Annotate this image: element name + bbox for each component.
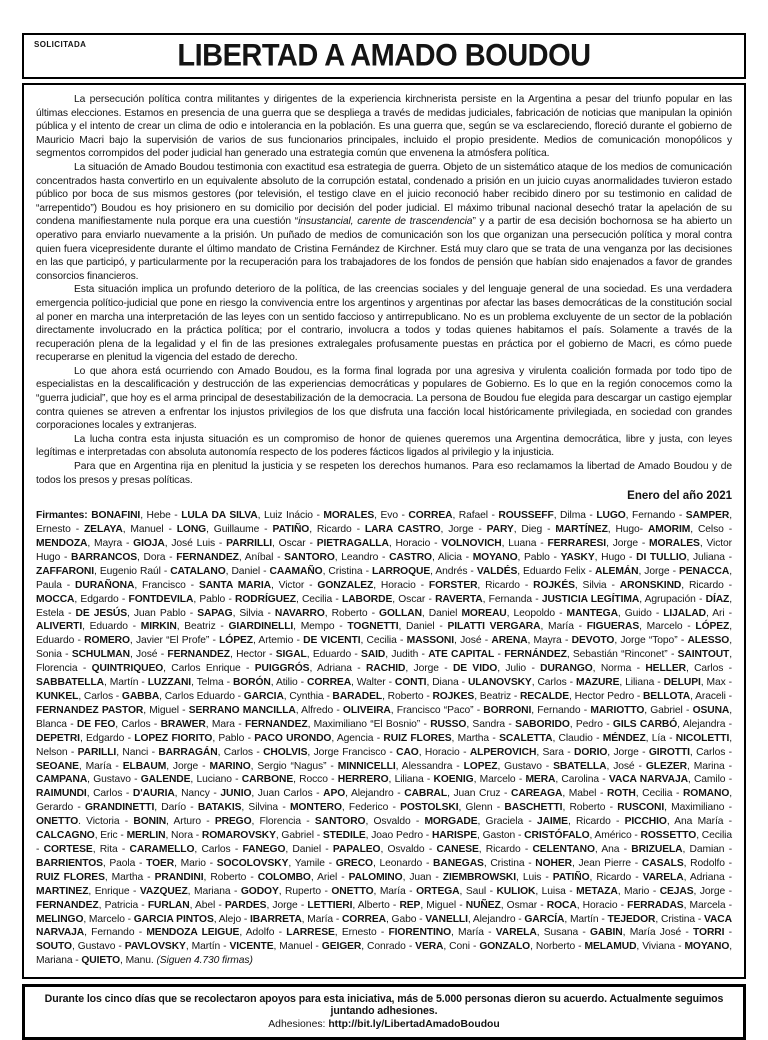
signer-surname: TOGNETTI	[347, 621, 399, 633]
signer-surname: SANTORO	[314, 816, 366, 828]
signer-surname: D'AURIA	[132, 788, 175, 800]
signer-surname: BONIN	[133, 816, 167, 828]
signer-surname: ARENA	[491, 635, 528, 647]
signer-surname: SAMPER	[685, 510, 730, 522]
paragraph-3: Esta situación implica un profundo deterioro de la política, de las creencias sociales y del lenguaje general de una sociedad. Es una verdadera emergencia político-judicial que pone en riesgo la convivencia entre los argentinos y argentinas por afectar las bases democráticas de la constitución social al poner en marcha una interpretación de las leyes con un sentido faccioso y antirrepublicano. No es un problema excluyente de un sector de la población directamente involucrado en la práctica política; por el contrario, involucra a todos y todas quienes habitamos el país. Solamente a través de la recuperación plena de la legalidad y el fin de las presiones extralegales profusamente puestas en práctica por el gobierno de Macri, es cómo puede recuperarse en plenitud la vigencia del estado de derecho.	[36, 284, 732, 364]
signer-surname: PIETRAGALLA	[316, 538, 389, 550]
signer-surname: CEJAS	[659, 885, 694, 897]
signer-surname: MASSONI	[406, 635, 455, 647]
signer-surname: BORÓN	[232, 677, 271, 689]
signer-surname: QUINTRIQUEO	[91, 663, 164, 675]
signer-surname: ORTEGA	[416, 885, 460, 897]
signer-surname: ROCA	[546, 899, 577, 911]
signer-surname: YASKY	[560, 551, 595, 563]
signer-surname: LIJALAD	[663, 607, 707, 619]
signer-surname: MÉNDEZ	[602, 732, 646, 744]
signer-surname: LOPEZ FIORITO	[134, 732, 213, 744]
signer-surname: OLIVEIRA	[342, 704, 391, 716]
signer-surname: FIORENTINO	[388, 927, 451, 939]
signer-surname: RUIZ FLORES	[36, 871, 105, 883]
signer-surname: BELLOTA	[642, 691, 691, 702]
adhesions-url: http://bit.ly/LibertadAmadoBoudou	[328, 1019, 500, 1031]
signer-surname: MENDOZA LEIGUE	[146, 927, 240, 939]
signer-surname: DURANGO	[540, 663, 593, 675]
signer-surname: RUSCONI	[617, 802, 665, 814]
signer-surname: LARRESE	[286, 927, 335, 939]
signer-surname: MELAMUD	[584, 941, 637, 953]
paragraph-2	[36, 161, 732, 283]
signer-surname: RAVERTA	[435, 593, 483, 605]
signer-surname: BORRONI	[483, 704, 532, 716]
signer-surname: PAPALEO	[332, 843, 381, 855]
body-text	[36, 93, 732, 487]
signer-surname: CAO	[396, 746, 419, 758]
signer-surname: ZIEMBROWSKI	[442, 871, 517, 883]
signer-surname: APO	[323, 788, 346, 800]
signer-surname: SEOANE	[36, 760, 79, 772]
signer-surname: MOCCA	[36, 593, 75, 605]
signer-surname: CHOLVIS	[263, 746, 308, 758]
signer-surname: FANEGO	[242, 843, 286, 855]
signer-surname: ALPEROVICH	[469, 746, 537, 758]
signer-surname: ATE CAPITAL	[428, 649, 495, 661]
signer-surname: RODRÍGUEZ	[235, 593, 296, 605]
signer-surname: GOLLAN	[379, 607, 422, 619]
signer-surname: PICCHIO	[624, 816, 667, 828]
signer-surname: CARAMELLO	[129, 843, 195, 855]
signer-surname: VAZQUEZ	[139, 885, 188, 897]
signer-surname: DE FEO	[76, 718, 116, 730]
signer-surname: SOCOLOVSKY	[216, 857, 289, 869]
signer-surname: GABBA	[121, 691, 160, 702]
signer-surname: HERRERO	[337, 774, 389, 786]
signer-surname: FIGUERAS	[586, 621, 640, 633]
solicitada-label: SOLICITADA	[34, 40, 87, 49]
body-text-panel	[22, 83, 746, 979]
header	[22, 33, 746, 79]
signer-surname: CATALANO	[170, 565, 226, 577]
signer-surname: PARRILLI	[226, 538, 273, 550]
signer-surname: GLEZER	[645, 760, 688, 772]
signer-surname: GARCÍA	[524, 913, 565, 925]
signer-surname: SIGAL	[275, 649, 307, 661]
signer-surname: VACA NARVAJA	[36, 913, 732, 939]
signer-surname: PRANDINI	[154, 871, 204, 883]
signer-surname: LUZZANI	[147, 677, 192, 689]
signer-surname: MOREAU	[461, 607, 507, 619]
signer-surname: GILS CARBÓ	[612, 718, 678, 730]
signer-surname: VERA	[415, 941, 444, 953]
signer-surname: VANELLI	[425, 913, 468, 925]
signer-surname: LUGO	[596, 510, 626, 522]
signer-surname: SBATELLA	[553, 760, 607, 772]
signer-surname: POSTOLSKI	[400, 802, 459, 814]
signer-surname: CORREA	[408, 510, 453, 522]
signer-surname: FORSTER	[428, 579, 478, 591]
signer-surname: GEIGER	[321, 941, 362, 953]
signer-surname: BRIZUELA	[631, 843, 683, 855]
signer-surname: LONG	[176, 524, 207, 536]
signer-surname: DI TULLIO	[636, 551, 687, 563]
signer-surname: CANESE	[436, 843, 479, 855]
signer-surname: PARILLI	[77, 746, 117, 758]
paragraph-1: La persecución política contra militantes y dirigentes de la experiencia kirchnerista persiste en la Argentina a pesar del triunfo popular en las últimas elecciones. Estamos en presencia de una guerra que se despliega a través de medidas judiciales, fabricación de noticias que manipulan la opinión pública y el intento de crear un clima de odio e intolerancia en la población. Es una guerra que, según se va esclareciendo, floreció durante el gobierno de Mauricio Macri bajo la supervisión de varios de sus funcionarios principales, incluido el propio presidente. Medios de comunicación monopólicos y segmentos corrompidos del poder judicial han generado una estrategia común que envenena la atmósfera política.	[36, 94, 732, 160]
signer-surname: MONTERO	[289, 802, 342, 814]
signer-surname: GRANDINETTI	[84, 802, 155, 814]
signer-surname: NOHER	[535, 857, 572, 869]
signer-surname: MANTEGA	[566, 607, 618, 619]
signer-surname: SCHULMAN	[71, 649, 130, 661]
signer-surname: MARIOTTO	[590, 704, 645, 716]
signer-surname: BANEGAS	[433, 857, 484, 869]
signer-surname: DE JESÚS	[75, 607, 127, 619]
signer-surname: ROJKES	[432, 691, 475, 702]
signer-surname: FERNANDEZ	[167, 649, 230, 661]
signer-surname: FERNÁNDEZ	[504, 649, 567, 661]
signer-surname: DEPETRI	[36, 732, 80, 744]
signer-surname: ROJKÉS	[533, 579, 575, 591]
paragraph-4: Lo que ahora está ocurriendo con Amado Boudou, es la forma final lograda por una agresiva y virulenta coalición formada por todo tipo de especialistas en la descalificación y destrucción de las experiencias democráticas y populares de Gobierno. Es lo que en la región conocemos como la “guerra judicial”, que hoy es el arma principal de desestabilización de la democracia. La persona de Boudou fue elegida para descargar un castigo ejemplar contra quienes se atreven a enfrentar los injustos privilegios de los que disfruta una facción local históricamente privilegiada, en sociedad con grandes corporaciones locales y extranjeras.	[36, 365, 732, 432]
signer-surname: MARTÍNEZ	[555, 524, 608, 536]
signer-surname: MERLIN	[126, 830, 166, 842]
paragraph-2-pre: La situación de Amado Boudou testimonia con exactitud esa estrategia de guerra. Objeto de un sistemático ataque de los medios de comunicación concentrados hasta convertirlo en un equivalente absoluto de la corrupción estatal, condenado a prisión en un juicio cuyas anormalidades tuvieron estado público por boca de sus mismos gestores (por televisión, el testigo clave en el juicio reconoció haber recibido dinero por su testimonio en calidad de “arrepentido”) Boudou es hoy prisionero en su domicilio por decisión del poder judicial. El máximo tribunal nacional desechó tratar la apelación de su condena manifiestamente nula porque era una cuestión “	[36, 161, 732, 228]
signer-surname: CAREAGA	[511, 788, 563, 800]
signer-surname: GIOJA	[133, 538, 165, 550]
signer-surname: MENDOZA	[36, 538, 88, 550]
signer-surname: LULA DA SILVA	[181, 510, 258, 522]
signer-surname: DEVOTO	[571, 635, 615, 647]
signer-surname: QUIETO	[81, 955, 121, 967]
signer-surname: PREGO	[214, 816, 252, 828]
signer-surname: NICOLETTI	[675, 732, 730, 744]
signer-surname: ZELAYA	[83, 524, 123, 536]
signer-surname: MORGADE	[424, 816, 478, 828]
signer-surname: CORTESE	[43, 843, 93, 855]
signer-surname: TOER	[146, 857, 175, 869]
signer-surname: SERRANO MANCILLA	[188, 704, 296, 716]
signer-surname: TORRI	[693, 927, 725, 939]
signer-surname: SAID	[361, 649, 386, 661]
signer-surname: RACHID	[365, 663, 406, 675]
signer-surname: LARA CASTRO	[364, 524, 441, 536]
signer-surname: DÍAZ	[705, 593, 730, 605]
signer-surname: LABORDE	[342, 593, 393, 605]
signer-surname: ALESSO	[687, 635, 730, 647]
signer-surname: FONTDEVILA	[128, 593, 194, 605]
signer-surname: RUSSO	[430, 718, 467, 730]
signer-surname: SAPAG	[197, 607, 233, 619]
signer-surname: BARRANCOS	[71, 551, 138, 563]
signer-surname: GARCIA PINTOS	[133, 913, 214, 925]
signer-surname: KUNKEL	[36, 691, 79, 702]
signer-surname: PILATTI VERGARA	[447, 621, 541, 633]
signer-surname: CALCAGNO	[36, 830, 95, 842]
signer-surname: BRAWER	[160, 718, 206, 730]
signer-surname: STEDILE	[322, 830, 366, 842]
signer-surname: CASALS	[641, 857, 684, 869]
signer-surname: ROMANO	[682, 788, 730, 800]
signer-surname: ROMERO	[84, 635, 130, 647]
signer-surname: JUNIO	[220, 788, 252, 800]
signer-surname: JAIME	[536, 816, 568, 828]
signer-surname: VALDÉS	[476, 565, 518, 577]
signer-surname: ZAFFARONI	[36, 565, 95, 577]
signer-surname: DELUPI	[663, 677, 701, 689]
signer-surname: CASTRO	[389, 551, 432, 563]
signer-surname: SCALETTA	[499, 732, 553, 744]
signer-surname: ALIVERTI	[36, 621, 83, 633]
signer-surname: NUÑEZ	[465, 899, 501, 911]
signer-surname: ROTH	[606, 788, 636, 800]
signer-surname: SABBATELLA	[36, 677, 105, 689]
signer-surname: FURLAN	[147, 899, 190, 911]
signer-surname: AMORIM	[647, 524, 691, 536]
signer-surname: BASCHETTI	[504, 802, 563, 814]
signer-surname: PARY	[486, 524, 514, 536]
signer-surname: GONZALEZ	[317, 579, 374, 591]
signer-surname: IBARRETA	[250, 913, 302, 925]
signer-surname: ONETTO	[36, 816, 79, 828]
adhesions-label: Adhesiones:	[268, 1019, 329, 1031]
signer-surname: RECALDE	[519, 691, 570, 702]
signer-surname: OSUNA	[692, 704, 730, 716]
signer-surname: HELLER	[645, 663, 686, 675]
signer-surname: BARRAGÁN	[158, 746, 218, 758]
signer-surname: VACA NARVAJA	[608, 774, 688, 786]
signer-surname: MARINO	[209, 760, 251, 772]
signer-surname: ELBAUM	[122, 760, 167, 772]
signer-surname: COLOMBO	[257, 871, 311, 883]
footer	[22, 984, 746, 1040]
date-line: Enero del año 2021	[627, 490, 732, 503]
signer-surname: ROSSETTO	[640, 830, 697, 842]
signer-surname: SAINTOUT	[677, 649, 730, 661]
signer-surname: MAZURE	[575, 677, 620, 689]
footer-adhesions-line	[35, 1019, 733, 1030]
signer-surname: BONAFINI	[91, 510, 141, 522]
signer-surname: DURAÑONA	[75, 579, 135, 591]
signer-surname: DORIO	[574, 746, 608, 758]
signer-surname: FERRARESI	[547, 538, 607, 550]
signer-surname: HARISPE	[431, 830, 478, 842]
signer-surname: GIARDINELLI	[228, 621, 294, 633]
signer-surname: MOYANO	[684, 941, 730, 953]
signer-surname: MARTINEZ	[36, 885, 89, 897]
signatories-count-note: (Siguen 4.730 firmas)	[156, 955, 253, 967]
signer-surname: GABIN	[589, 927, 623, 939]
signer-surname: RUIZ FLORES	[383, 732, 452, 744]
signer-surname: FERNANDEZ	[244, 718, 308, 730]
signer-surname: PARDES	[224, 899, 267, 911]
signer-surname: GRECO	[335, 857, 373, 869]
paragraph-2-post: ” y a partir de esa decisión bochornosa se ha abierto un operativo para enviarlo nuevamente a la prisión. Un puñado de medios de comunicación son los que organizan una persecución política y moral contra quien fuera vicepresidente durante el último mandato de Cristina Fernández de Kirchner. Está muy claro que se trata de una venganza por las decisiones en las que participó, y particularmente por la recuperación para los trabajadores de los fondos de pensión que habían sido enajenados a favor de grandes consorcios financieros.	[36, 216, 732, 282]
signer-surname: MERA	[525, 774, 556, 786]
signer-surname: VARELA	[495, 927, 537, 939]
signer-surname: LÓPEZ	[695, 621, 730, 633]
signer-surname: BATAKIS	[197, 802, 242, 814]
paragraph-6: Para que en Argentina rija en plenitud la justicia y se respeten los derechos humanos. Para eso reclamamos la libertad de Amado Boudou y de todos los presos y presas políticas.	[36, 461, 732, 486]
signer-surname: DE VIDO	[452, 663, 498, 675]
signer-surname: GARCIA	[243, 691, 284, 702]
signer-surname: FERNANDEZ	[176, 551, 239, 563]
signer-surname: SANTORO	[284, 551, 335, 563]
signer-surname: GALENDE	[140, 774, 191, 786]
signer-surname: CORREA	[341, 913, 386, 925]
signer-surname: RAIMUNDI	[36, 788, 87, 800]
signer-surname: ROUSSEFF	[498, 510, 554, 522]
signer-surname: PATIÑO	[552, 871, 590, 883]
signer-surname: MOYANO	[472, 551, 518, 563]
signer-surname: CAMPANA	[36, 774, 88, 786]
signer-surname: GONZALO	[479, 941, 531, 953]
signer-surname: MINNICELLI	[337, 760, 396, 772]
signer-surname: CAAMAÑO	[269, 565, 323, 577]
signer-surname: CELENTANO	[532, 843, 595, 855]
signer-surname: FERNANDEZ PASTOR	[36, 704, 144, 716]
signer-surname: MORALES	[649, 538, 700, 550]
signer-surname: NAVARRO	[274, 607, 325, 619]
signer-surname: KOENIG	[433, 774, 474, 786]
signer-surname: LÓPEZ	[219, 635, 253, 647]
paragraph-2-italic: insustancial, carente de trascendencia	[298, 216, 473, 228]
page-title: LIBERTAD A AMADO BOUDOU	[177, 38, 591, 73]
signer-surname: ARONSKIND	[619, 579, 682, 591]
signer-surname: BARRIENTOS	[36, 857, 103, 869]
footer-note: Durante los cinco días que se recolectaron apoyos para esta iniciativa, más de 5.000 personas dieron su acuerdo. Actualmente seguimos juntando adhesiones.	[44, 993, 724, 1018]
signer-surname: MORALES	[323, 510, 375, 522]
signer-surname: CRISTÓFALO	[524, 830, 590, 842]
signer-surname: BARADEL	[332, 691, 383, 702]
signer-surname: LOPEZ	[463, 760, 498, 772]
signer-surname: SOUTO	[36, 941, 72, 953]
signer-surname: FERRADAS	[627, 899, 684, 911]
signer-surname: TEJEDOR	[607, 913, 656, 925]
signer-surname: FERNANDEZ	[36, 899, 99, 911]
signer-surname: KULIOK	[496, 885, 536, 897]
signer-surname: CABRAL	[404, 788, 448, 800]
signer-surname: JUSTICIA LEGÍTIMA	[541, 593, 640, 605]
paragraph-5: La lucha contra esta injusta situación es un compromiso de honor de quienes queremos una Argentina democrática, libre y justa, con leyes legítimas e interpretadas con absoluta autonomía respecto de los poderes fácticos ligados al privilegio y la injusticia.	[36, 433, 732, 459]
signer-surname: GODOY	[240, 885, 279, 897]
signer-surname: ROMAROVSKY	[201, 830, 276, 842]
signer-surname: ALEMÁN	[595, 565, 639, 577]
signer-surname: PAVLOVSKY	[124, 941, 186, 953]
signer-surname: LARROQUE	[371, 565, 431, 577]
signer-surname: PATIÑO	[272, 524, 310, 536]
signer-surname: ULANOVSKY	[467, 677, 532, 689]
signer-surname: MELINGO	[36, 913, 84, 925]
signer-surname: REP	[399, 899, 421, 911]
signer-surname: PUIGGRÓS	[254, 663, 310, 675]
signer-surname: SANTA MARIA	[198, 579, 271, 591]
signer-surname: CORREA	[307, 677, 352, 689]
signer-surname: VICENTE	[229, 941, 274, 953]
signer-surname: PENACCA	[679, 565, 730, 577]
signatories-list: BONAFINI, Hebe - LULA DA SILVA, Luiz Inácio - MORALES, Evo - CORREA, Rafael - ROUSSEFF, Dilma - LUGO, Fernando - SAMPER, Ernesto - ZELAYA, Manuel - LONG, Guillaume - PATIÑO, Ricardo - LARA CASTRO, Jorge - PARY, Dieg - MARTÍNEZ, Hugo- AMORIM, Celso - MENDOZA, Mayra - GIOJA, José Luis - PARRILLI, Oscar - PIETRAGALLA, Horacio - VOLNOVICH, Luana - FERRARESI, Jorge - MORALES, Victor Hugo - BARRANCOS, Dora - FERNANDEZ, Aníbal - SANTORO, Leandro - CASTRO, Alicia - MOYANO, Pablo - YASKY, Hugo - DI TULLIO, Juliana - ZAFFARONI, Eugenio Raúl - CATALANO, Daniel - CAAMAÑO, Cristina - LARROQUE, Andrés - VALDÉS, Eduardo Felix - ALEMÁN, Jorge - PENACCA, Paula - DURAÑONA, Francisco - SANTA MARIA, Victor - GONZALEZ, Horacio - FORSTER, Ricardo - ROJKÉS, Silvia - ARONSKIND, Ricardo - MOCCA, Edgardo - FONTDEVILA, Pablo - RODRÍGUEZ, Cecilia - LABORDE, Oscar - RAVERTA, Fernanda - JUSTICIA LEGÍTIMA, Agrupación - DÍAZ, Estela - DE JESÚS, Juan Pablo - SAPAG, Silvia - NAVARRO, Roberto - GOLLAN, Daniel MOREAU, Leopoldo - MANTEGA, Guido - LIJALAD, Ari - ALIVERTI, Eduardo - MIRKIN, Beatriz - GIARDINELLI, Mempo - TOGNETTI, Daniel - PILATTI VERGARA, María - FIGUERAS, Marcelo - LÓPEZ, Eduardo - ROMERO, Javier “El Profe” - LÓPEZ, Artemio - DE VICENTI, Cecilia - MASSONI, José - ARENA, Mayra - DEVOTO, Jorge “Topo” - ALESSO, Sonia - SCHULMAN, José - FERNANDEZ, Hector - SIGAL, Eduardo - SAID, Judith - ATE CAPITAL - FERNÁNDEZ, Sebastián “Rinconet” - SAINTOUT, Florencia - QUINTRIQUEO, Carlos Enrique - PUIGGRÓS, Adriana - RACHID, Jorge - DE VIDO, Julio - DURANGO, Norma - HELLER, Carlos - SABBATELLA, Martín - LUZZANI, Telma - BORÓN, Atilio - CORREA, Walter - CONTI, Diana - ULANOVSKY, Carlos - MAZURE, Liliana - DELUPI, Max - KUNKEL, Carlos - GABBA, Carlos Eduardo - GARCIA, Cynthia - BARADEL, Roberto - ROJKES, Beatriz - RECALDE, Hector Pedro - BELLOTA, Araceli - FERNANDEZ PASTOR, Miguel - SERRANO MANCILLA, Alfredo - OLIVEIRA, Francisco “Paco” - BORRONI, Fernando - MARIOTTO, Gabriel - OSUNA, Blanca - DE FEO, Carlos - BRAWER, Mara - FERNANDEZ, Maximiliano “El Bosnio” - RUSSO, Sandra - SABORIDO, Pedro - GILS CARBÓ, Alejandra - DEPETRI, Edgardo - LOPEZ FIORITO, Pablo - PACO URONDO, Agencia - RUIZ FLORES, Martha - SCALETTA, Claudio - MÉNDEZ, Lía - NICOLETTI, Nelson - PARILLI, Nanci - BARRAGÁN, Carlos - CHOLVIS, Jorge Francisco - CAO, Horacio - ALPEROVICH, Sara - DORIO, Jorge - GIROTTI, Carlos - SEOANE, María - ELBAUM, Jorge - MARINO, Sergio “Nagus” - MINNICELLI, Alessandra - LOPEZ, Gustavo - SBATELLA, José - GLEZER, Marina - CAMPANA, Gustavo - GALENDE, Luciano - CARBONE, Rocco - HERRERO, Liliana - KOENIG, Marcelo - MERA, Carolina - VACA NARVAJA, Camilo - RAIMUNDI, Carlos - D'AURIA, Nancy - JUNIO, Juan Carlos - APO, Alejandro - CABRAL, Juan Cruz - CAREAGA, Mabel - ROTH, Cecilia - ROMANO, Gerardo - GRANDINETTI, Darío - BATAKIS, Silvina - MONTERO, Federico - POSTOLSKI, Glenn - BASCHETTI, Roberto - RUSCONI, Maximiliano - ONETTO. Victoria - BONIN, Arturo - PREGO, Florencia - SANTORO, Osvaldo - MORGADE, Graciela - JAIME, Ricardo - PICCHIO, Ana María - CALCAGNO, Eric - MERLIN, Nora - ROMAROVSKY, Gabriel - STEDILE, Joao Pedro - HARISPE, Gaston - CRISTÓFALO, Américo - ROSSETTO, Cecilia - CORTESE, Rita - CARAMELLO, Carlos - FANEGO, Daniel - PAPALEO, Osvaldo - CANESE, Ricardo - CELENTANO, Ana - BRIZUELA, Damian - BARRIENTOS, Paola - TOER, Mario - SOCOLOVSKY, Yamile - GRECO, Leonardo - BANEGAS, Cristina - NOHER, Jean Pierre - CASALS, Rodolfo - RUIZ FLORES, Martha - PRANDINI, Roberto - COLOMBO, Ariel - PALOMINO, Juan - ZIEMBROWSKI, Luis - PATIÑO, Ricardo - VARELA, Adriana - MARTINEZ, Enrique - VAZQUEZ, Mariana - GODOY, Ruperto - ONETTO, María - ORTEGA, Saul - KULIOK, Luisa - METAZA, Mario - CEJAS, Jorge - FERNANDEZ, Patricia - FURLAN, Abel - PARDES, Jorge - LETTIERI, Alberto - REP, Miguel - NUÑEZ, Osmar - ROCA, Horacio - FERRADAS, Marcela - MELINGO, Marcelo - GARCIA PINTOS, Alejo - IBARRETA, María - CORREA, Gabo - VANELLI, Alejandro - GARCÍA, Martín - TEJEDOR, Cristina - VACA NARVAJA, Fernando - MENDOZA LEIGUE, Adolfo - LARRESE, Ernesto - FIORENTINO, María - VARELA, Susana - GABIN, María José - TORRI - SOUTO, Gustavo - PAVLOVSKY, Martín - VICENTE, Manuel - GEIGER, Conrado - VERA, Coni - GONZALO, Norberto - MELAMUD, Viviana - MOYANO, Mariana - QUIETO, Manu.	[36, 510, 733, 967]
signer-surname: ONETTO	[331, 885, 374, 897]
signer-surname: CONTI	[394, 677, 427, 689]
signatories-label: Firmantes:	[36, 510, 92, 522]
signer-surname: METAZA	[576, 885, 618, 897]
signer-surname: CARBONE	[241, 774, 294, 786]
signer-surname: MIRKIN	[140, 621, 177, 633]
signatories	[36, 509, 732, 968]
signer-surname: LETTIERI	[307, 899, 353, 911]
signer-surname: VARELA	[642, 871, 684, 883]
signer-surname: DE VICENTI	[303, 635, 361, 647]
signer-surname: GIROTTI	[648, 746, 690, 758]
signer-surname: VOLNOVICH	[441, 538, 502, 550]
signer-surname: SABORIDO	[515, 718, 570, 730]
signer-surname: PACO URONDO	[254, 732, 332, 744]
signer-surname: PALOMINO	[348, 871, 403, 883]
